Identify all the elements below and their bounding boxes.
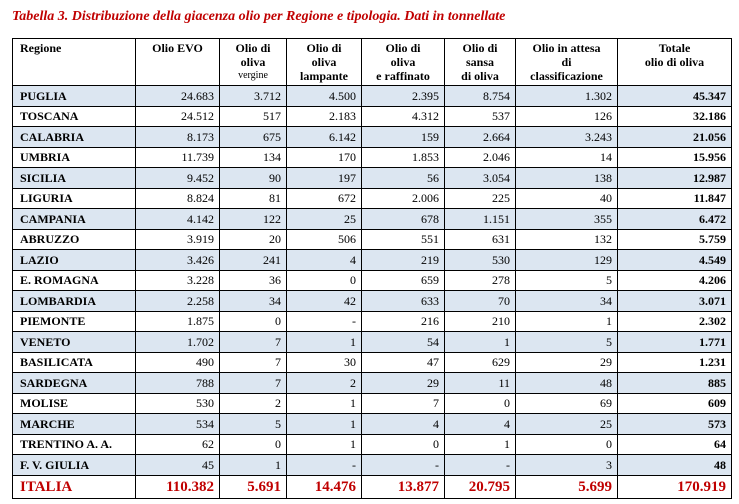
cell-olio-evo: 11.739 [136, 147, 220, 168]
cell-olio-attesa: 3.243 [516, 127, 618, 148]
cell-olio-evo: 8.173 [136, 127, 220, 148]
cell-totale: 32.186 [618, 106, 732, 127]
cell-olio-raffinato: 4.312 [362, 106, 445, 127]
cell-totale: 6.472 [618, 209, 732, 230]
header-line: Totale [658, 41, 691, 55]
cell-olio-vergine: 81 [220, 188, 287, 209]
cell-olio-lampante: 6.142 [287, 127, 362, 148]
table-row [13, 311, 732, 332]
cell-olio-evo: 8.824 [136, 188, 220, 209]
cell-olio-sansa: 2.664 [445, 127, 516, 148]
cell-olio-vergine: 7 [220, 373, 287, 394]
cell-olio-lampante: 30 [287, 352, 362, 373]
cell-olio-sansa: 631 [445, 229, 516, 250]
cell-olio-vergine: 20 [220, 229, 287, 250]
cell-olio-attesa: 138 [516, 168, 618, 189]
cell-olio-attesa: 69 [516, 393, 618, 414]
cell-olio-vergine: 3.712 [220, 86, 287, 107]
header-olio-evo [136, 39, 220, 86]
cell-olio-lampante: 0 [287, 270, 362, 291]
cell-region-total: ITALIA [13, 475, 136, 498]
cell-olio-attesa: 29 [516, 352, 618, 373]
cell-totale: 2.302 [618, 311, 732, 332]
cell-region: SARDEGNA [13, 373, 136, 394]
table-row [13, 414, 732, 435]
header-line: Olio di [306, 41, 342, 55]
cell-olio-raffinato: 7 [362, 393, 445, 414]
cell-region: PIEMONTE [13, 311, 136, 332]
cell-olio-evo: 1.875 [136, 311, 220, 332]
cell-totale: 4.206 [618, 270, 732, 291]
cell-olio-evo: 1.702 [136, 332, 220, 353]
total-row [13, 475, 732, 498]
cell-olio-lampante: 4.500 [287, 86, 362, 107]
cell-olio-sansa: 1.151 [445, 209, 516, 230]
table-row [13, 332, 732, 353]
cell-olio-vergine-total: 5.691 [220, 475, 287, 498]
cell-olio-sansa: 3.054 [445, 168, 516, 189]
cell-olio-sansa: 70 [445, 291, 516, 312]
cell-olio-attesa: 25 [516, 414, 618, 435]
header-line: Olio di [385, 41, 421, 55]
cell-olio-raffinato: 159 [362, 127, 445, 148]
cell-totale: 45.347 [618, 86, 732, 107]
cell-olio-sansa: 8.754 [445, 86, 516, 107]
cell-olio-sansa: 530 [445, 250, 516, 271]
table-row [13, 188, 732, 209]
cell-olio-vergine: 517 [220, 106, 287, 127]
cell-region: CALABRIA [13, 127, 136, 148]
cell-olio-evo: 530 [136, 393, 220, 414]
cell-olio-attesa: 3 [516, 455, 618, 476]
cell-olio-raffinato: 216 [362, 311, 445, 332]
cell-region: PUGLIA [13, 86, 136, 107]
cell-olio-sansa: 0 [445, 393, 516, 414]
cell-region: LOMBARDIA [13, 291, 136, 312]
cell-olio-raffinato: 47 [362, 352, 445, 373]
header-totale [618, 39, 732, 86]
header-line: di [561, 55, 572, 69]
cell-region: F. V. GIULIA [13, 455, 136, 476]
cell-olio-raffinato: 2.395 [362, 86, 445, 107]
cell-olio-raffinato: 2.006 [362, 188, 445, 209]
header-line: di oliva [461, 69, 499, 83]
table-row [13, 270, 732, 291]
header-line: sansa [465, 55, 494, 69]
cell-olio-evo: 24.512 [136, 106, 220, 127]
cell-olio-lampante: - [287, 455, 362, 476]
cell-region: SICILIA [13, 168, 136, 189]
header-line: Olio EVO [152, 41, 203, 55]
cell-olio-lampante: 506 [287, 229, 362, 250]
cell-region: UMBRIA [13, 147, 136, 168]
cell-olio-lampante: 2.183 [287, 106, 362, 127]
cell-olio-evo: 2.258 [136, 291, 220, 312]
cell-olio-attesa-total: 5.699 [516, 475, 618, 498]
table-row [13, 106, 732, 127]
cell-olio-vergine: 34 [220, 291, 287, 312]
cell-olio-sansa: - [445, 455, 516, 476]
header-regione [13, 39, 136, 86]
cell-olio-raffinato: 659 [362, 270, 445, 291]
header-row [13, 39, 732, 86]
cell-totale: 64 [618, 434, 732, 455]
cell-olio-raffinato: 56 [362, 168, 445, 189]
cell-region: TOSCANA [13, 106, 136, 127]
cell-olio-evo: 3.919 [136, 229, 220, 250]
table-row [13, 147, 732, 168]
header-line: Olio in attesa [532, 41, 601, 55]
cell-olio-lampante: 2 [287, 373, 362, 394]
cell-olio-lampante: 1 [287, 414, 362, 435]
cell-olio-evo: 788 [136, 373, 220, 394]
cell-olio-lampante: 197 [287, 168, 362, 189]
cell-region: LIGURIA [13, 188, 136, 209]
cell-region: CAMPANIA [13, 209, 136, 230]
header-line: olio di oliva [644, 55, 705, 69]
cell-olio-lampante: 25 [287, 209, 362, 230]
cell-totale: 3.071 [618, 291, 732, 312]
cell-totale: 48 [618, 455, 732, 476]
cell-totale: 885 [618, 373, 732, 394]
cell-region: MARCHE [13, 414, 136, 435]
table-row [13, 168, 732, 189]
cell-olio-raffinato: 4 [362, 414, 445, 435]
cell-olio-vergine: 134 [220, 147, 287, 168]
cell-totale: 11.847 [618, 188, 732, 209]
cell-olio-attesa: 126 [516, 106, 618, 127]
cell-olio-sansa: 11 [445, 373, 516, 394]
cell-totale-total: 170.919 [618, 475, 732, 498]
table-caption: Tabella 3. Distribuzione della giacenza olio per Regione e tipologia. Dati in tonnellate [12, 9, 506, 24]
table-row [13, 352, 732, 373]
cell-olio-lampante: 170 [287, 147, 362, 168]
cell-totale: 12.987 [618, 168, 732, 189]
cell-olio-vergine: 1 [220, 455, 287, 476]
cell-olio-raffinato: - [362, 455, 445, 476]
cell-olio-lampante-total: 14.476 [287, 475, 362, 498]
cell-olio-attesa: 1.302 [516, 86, 618, 107]
header-line: oliva [311, 55, 337, 69]
cell-region: ABRUZZO [13, 229, 136, 250]
cell-olio-sansa: 2.046 [445, 147, 516, 168]
cell-olio-vergine: 122 [220, 209, 287, 230]
cell-region: VENETO [13, 332, 136, 353]
cell-olio-raffinato: 29 [362, 373, 445, 394]
cell-totale: 15.956 [618, 147, 732, 168]
header-olio-sansa [445, 39, 516, 86]
cell-olio-attesa: 132 [516, 229, 618, 250]
cell-olio-lampante: 1 [287, 393, 362, 414]
table-row [13, 250, 732, 271]
table-row [13, 373, 732, 394]
cell-olio-attesa: 5 [516, 270, 618, 291]
cell-olio-lampante: 1 [287, 332, 362, 353]
header-line: classificazione [530, 69, 603, 83]
header-line: Olio di [462, 41, 498, 55]
cell-olio-attesa: 355 [516, 209, 618, 230]
cell-olio-sansa: 225 [445, 188, 516, 209]
cell-olio-raffinato: 54 [362, 332, 445, 353]
cell-totale: 21.056 [618, 127, 732, 148]
cell-olio-raffinato: 219 [362, 250, 445, 271]
cell-olio-attesa: 48 [516, 373, 618, 394]
header-line: Regione [20, 41, 62, 55]
header-line: vergine [238, 70, 268, 81]
cell-olio-sansa: 1 [445, 332, 516, 353]
cell-totale: 1.231 [618, 352, 732, 373]
table-row [13, 229, 732, 250]
cell-olio-evo: 534 [136, 414, 220, 435]
cell-totale: 1.771 [618, 332, 732, 353]
cell-olio-sansa-total: 20.795 [445, 475, 516, 498]
cell-totale: 609 [618, 393, 732, 414]
cell-olio-attesa: 1 [516, 311, 618, 332]
cell-olio-evo: 490 [136, 352, 220, 373]
cell-olio-raffinato-total: 13.877 [362, 475, 445, 498]
cell-olio-sansa: 210 [445, 311, 516, 332]
cell-olio-sansa: 537 [445, 106, 516, 127]
cell-olio-vergine: 7 [220, 332, 287, 353]
header-line: e raffinato [376, 69, 430, 83]
header-olio-attesa [516, 39, 618, 86]
header-line: Olio di [235, 41, 271, 55]
cell-olio-attesa: 34 [516, 291, 618, 312]
header-olio-vergine [220, 39, 287, 86]
cell-olio-evo: 4.142 [136, 209, 220, 230]
cell-olio-sansa: 4 [445, 414, 516, 435]
cell-olio-raffinato: 633 [362, 291, 445, 312]
cell-olio-vergine: 241 [220, 250, 287, 271]
table-row [13, 209, 732, 230]
cell-olio-evo: 62 [136, 434, 220, 455]
cell-olio-evo: 45 [136, 455, 220, 476]
header-olio-raffinato [362, 39, 445, 86]
cell-olio-evo: 3.426 [136, 250, 220, 271]
cell-totale: 573 [618, 414, 732, 435]
table-row [13, 127, 732, 148]
stock-table [12, 38, 732, 499]
cell-olio-sansa: 278 [445, 270, 516, 291]
header-line: oliva [390, 55, 416, 69]
cell-totale: 4.549 [618, 250, 732, 271]
cell-olio-attesa: 14 [516, 147, 618, 168]
cell-olio-raffinato: 0 [362, 434, 445, 455]
table-row [13, 393, 732, 414]
cell-region: E. ROMAGNA [13, 270, 136, 291]
header-line: oliva [240, 55, 266, 69]
cell-olio-vergine: 90 [220, 168, 287, 189]
header-line: lampante [300, 69, 348, 83]
cell-olio-vergine: 7 [220, 352, 287, 373]
table-row [13, 434, 732, 455]
table-row [13, 291, 732, 312]
cell-olio-vergine: 0 [220, 434, 287, 455]
header-olio-lampante [287, 39, 362, 86]
cell-olio-lampante: 1 [287, 434, 362, 455]
cell-olio-raffinato: 1.853 [362, 147, 445, 168]
cell-olio-attesa: 40 [516, 188, 618, 209]
cell-region: MOLISE [13, 393, 136, 414]
cell-olio-evo: 9.452 [136, 168, 220, 189]
cell-olio-lampante: 672 [287, 188, 362, 209]
cell-olio-lampante: - [287, 311, 362, 332]
cell-olio-evo: 3.228 [136, 270, 220, 291]
cell-olio-attesa: 5 [516, 332, 618, 353]
cell-olio-vergine: 675 [220, 127, 287, 148]
cell-olio-lampante: 4 [287, 250, 362, 271]
cell-olio-vergine: 36 [220, 270, 287, 291]
cell-olio-sansa: 629 [445, 352, 516, 373]
cell-olio-sansa: 1 [445, 434, 516, 455]
cell-olio-raffinato: 551 [362, 229, 445, 250]
cell-olio-vergine: 5 [220, 414, 287, 435]
cell-olio-attesa: 0 [516, 434, 618, 455]
cell-olio-raffinato: 678 [362, 209, 445, 230]
cell-region: TRENTINO A. A. [13, 434, 136, 455]
cell-region: LAZIO [13, 250, 136, 271]
cell-totale: 5.759 [618, 229, 732, 250]
cell-olio-attesa: 129 [516, 250, 618, 271]
cell-olio-evo-total: 110.382 [136, 475, 220, 498]
cell-olio-vergine: 0 [220, 311, 287, 332]
cell-olio-lampante: 42 [287, 291, 362, 312]
table-row [13, 86, 732, 107]
cell-region: BASILICATA [13, 352, 136, 373]
table-row [13, 455, 732, 476]
cell-olio-evo: 24.683 [136, 86, 220, 107]
cell-olio-vergine: 2 [220, 393, 287, 414]
